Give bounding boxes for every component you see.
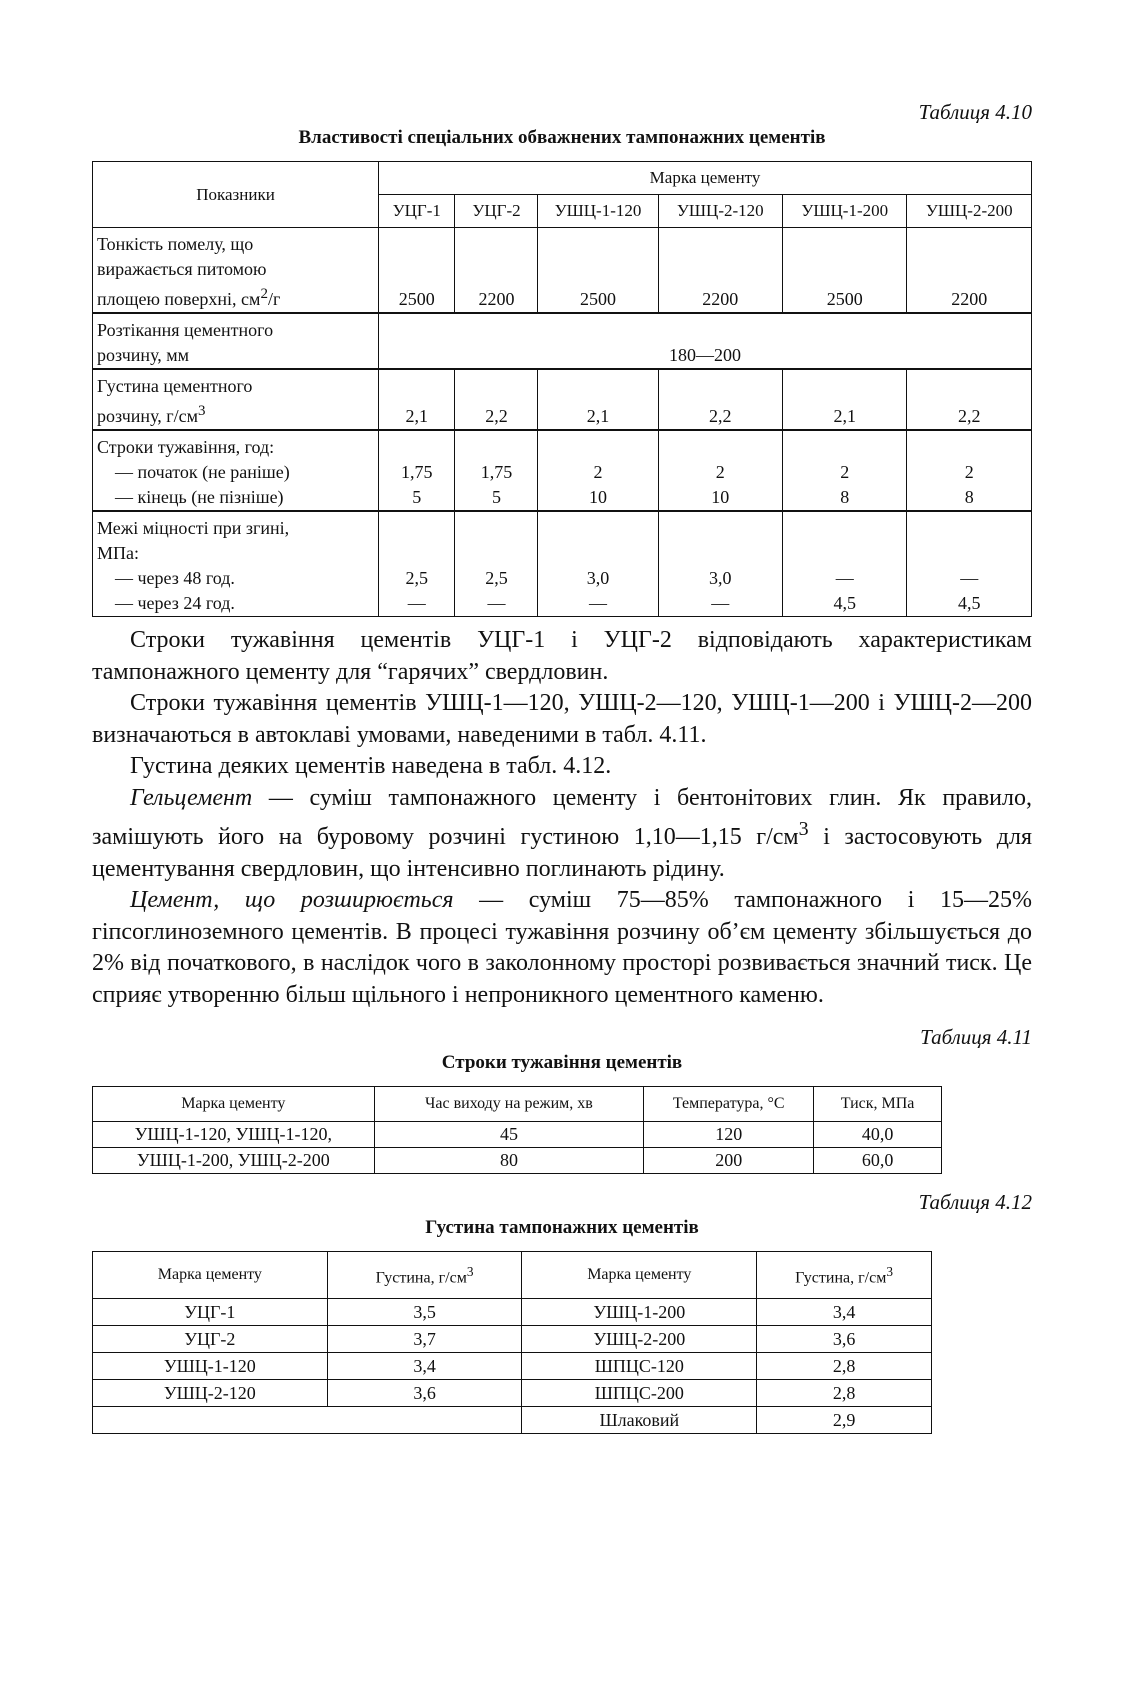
cell-value: УЦГ-2 bbox=[93, 1326, 328, 1353]
cell-value: 3,0 — bbox=[538, 511, 658, 617]
book-page bbox=[92, 100, 1032, 1434]
cell-value: 2,1 bbox=[783, 369, 907, 430]
cell-value: 2200 bbox=[658, 228, 782, 314]
cell-value: 3,6 bbox=[327, 1380, 522, 1407]
row-spread bbox=[93, 313, 1032, 369]
cell-value: 180—200 bbox=[379, 313, 1032, 369]
table-row bbox=[93, 1353, 932, 1380]
cell-value: 1,75 5 bbox=[379, 430, 455, 511]
cell-value: 60,0 bbox=[814, 1148, 942, 1174]
cell-value: 2,5 — bbox=[379, 511, 455, 617]
row-strength bbox=[93, 511, 1032, 617]
empty-cell bbox=[93, 1407, 522, 1434]
cell-value: 3,4 bbox=[757, 1299, 932, 1326]
brand-header: УШЦ-2-200 bbox=[907, 195, 1032, 228]
column-header: Марка цементу bbox=[93, 1252, 328, 1299]
table-4-10 bbox=[92, 161, 1032, 617]
paragraph: Строки тужавіння цементів УШЦ-1—120, УШЦ-2—120, УШЦ-1—200 і УШЦ-2—200 визначаються в автоклаві умовами, наведеними в табл. 4.11. bbox=[92, 690, 1032, 748]
cell-value: 2 10 bbox=[658, 430, 782, 511]
cell-value: 2,2 bbox=[455, 369, 538, 430]
header-parameter: Показники bbox=[93, 162, 379, 228]
cell-value: 40,0 bbox=[814, 1122, 942, 1148]
row-label: Строки тужавіння, год: — початок (не раніше) — кінець (не пізніше) bbox=[93, 430, 379, 511]
cell-value: 200 bbox=[644, 1148, 814, 1174]
cell-value: 2,2 bbox=[907, 369, 1032, 430]
table-4-10-title: Властивості спеціальних обважнених тампонажних цементів bbox=[298, 127, 826, 148]
cell-value: 80 bbox=[374, 1148, 644, 1174]
cell-value: УЦГ-1 bbox=[93, 1299, 328, 1326]
column-header: Час виходу на режим, хв bbox=[374, 1087, 644, 1122]
cell-value: 3,5 bbox=[327, 1299, 522, 1326]
cell-value: 2,8 bbox=[757, 1380, 932, 1407]
table-4-10-caption: Таблиця 4.10 bbox=[918, 100, 1032, 124]
table-4-12-caption: Таблиця 4.12 bbox=[918, 1190, 1032, 1214]
cell-value: 2 8 bbox=[783, 430, 907, 511]
cell-value: 3,6 bbox=[757, 1326, 932, 1353]
row-setting-time bbox=[93, 430, 1032, 511]
cell-value: УШЦ-2-120 bbox=[93, 1380, 328, 1407]
table-row bbox=[93, 1407, 932, 1434]
column-header: Температура, °С bbox=[644, 1087, 814, 1122]
paragraph: Цемент, що розширюється — суміш 75—85% тампонажного і 15—25% гіпсоглиноземного цементів. В процесі тужавіння розчину об’єм цементу збільшується до 2% від початкового, в наслідок чого в заколонному просторі розвивається значний тиск. Це сприяє утворенню більш щільного і непроникного цементного каменю. bbox=[92, 887, 1032, 1008]
cell-value: 2500 bbox=[783, 228, 907, 314]
cell-value: — 4,5 bbox=[907, 511, 1032, 617]
brand-header: УЦГ-2 bbox=[455, 195, 538, 228]
row-label: Тонкість помелу, що виражається питомою площею поверхні, $см^2/г$ bbox=[93, 228, 379, 314]
column-header: Марка цементу bbox=[93, 1087, 375, 1122]
column-header: Марка цементу bbox=[522, 1252, 757, 1299]
table-row bbox=[93, 1299, 932, 1326]
cell-value: 3,0 — bbox=[658, 511, 782, 617]
table-4-11-block bbox=[92, 1025, 1032, 1174]
cell-value: — 4,5 bbox=[783, 511, 907, 617]
cell-value: 3,4 bbox=[327, 1353, 522, 1380]
cell-value: 2500 bbox=[379, 228, 455, 314]
cell-value: 2,2 bbox=[658, 369, 782, 430]
cell-value: Шлаковий bbox=[522, 1407, 757, 1434]
cell-value: 2,9 bbox=[757, 1407, 932, 1434]
cell-value: 2,5 — bbox=[455, 511, 538, 617]
cell-value: ШПЦС-200 bbox=[522, 1380, 757, 1407]
cell-value: 1,75 5 bbox=[455, 430, 538, 511]
table-4-12 bbox=[92, 1251, 932, 1434]
table-4-11 bbox=[92, 1086, 942, 1174]
table-4-12-title: Густина тампонажних цементів bbox=[425, 1217, 699, 1238]
cell-value: 2200 bbox=[907, 228, 1032, 314]
row-density bbox=[93, 369, 1032, 430]
paragraph: Строки тужавіння цементів УЦГ-1 і УЦГ-2 відповідають характеристикам тампонажного цементу для “гарячих” свердловин. bbox=[92, 627, 1032, 685]
table-4-11-caption: Таблиця 4.11 bbox=[920, 1025, 1032, 1049]
row-label: Розтікання цементного розчину, мм bbox=[93, 313, 379, 369]
body-text bbox=[92, 625, 1032, 1011]
header-brand-group: Марка цементу bbox=[379, 162, 1032, 195]
cell-value: 2200 bbox=[455, 228, 538, 314]
cell-value: УШЦ-1-200, УШЦ-2-200 bbox=[93, 1148, 375, 1174]
row-fineness bbox=[93, 228, 1032, 314]
brand-header: УЦГ-1 bbox=[379, 195, 455, 228]
paragraph: Гельцемент — суміш тампонажного цементу і бентонітових глин. Як правило, замішують його на буровому розчині густиною 1,10—1,15 $г/см^3$ і застосовують для цементування свердловин, що інтенсивно поглинають рідину. bbox=[92, 784, 1032, 882]
cell-value: УШЦ-1-120 bbox=[93, 1353, 328, 1380]
cell-value: 2,8 bbox=[757, 1353, 932, 1380]
cell-value: 2,1 bbox=[538, 369, 658, 430]
table-row bbox=[93, 1380, 932, 1407]
brand-header: УШЦ-2-120 bbox=[658, 195, 782, 228]
table-row bbox=[93, 1326, 932, 1353]
brand-header: УШЦ-1-120 bbox=[538, 195, 658, 228]
cell-value: 45 bbox=[374, 1122, 644, 1148]
table-4-11-title: Строки тужавіння цементів bbox=[441, 1052, 683, 1073]
table-row bbox=[93, 1148, 942, 1174]
cell-value: 2 8 bbox=[907, 430, 1032, 511]
row-label: Межі міцності при згині, МПа: — через 48 год. — через 24 год. bbox=[93, 511, 379, 617]
column-header: Густина, $г/см^3$ bbox=[757, 1252, 932, 1299]
row-label: Густина цементного розчину, $г/см^3$ bbox=[93, 369, 379, 430]
table-4-12-block bbox=[92, 1190, 1032, 1434]
cell-value: 2,1 bbox=[379, 369, 455, 430]
column-header: Тиск, МПа bbox=[814, 1087, 942, 1122]
cell-value: УШЦ-1-200 bbox=[522, 1299, 757, 1326]
cell-value: 2 10 bbox=[538, 430, 658, 511]
cell-value: 2500 bbox=[538, 228, 658, 314]
column-header: Густина, $г/см^3$ bbox=[327, 1252, 522, 1299]
paragraph: Густина деяких цементів наведена в табл. 4.12. bbox=[130, 753, 612, 779]
brand-header: УШЦ-1-200 bbox=[783, 195, 907, 228]
cell-value: 120 bbox=[644, 1122, 814, 1148]
cell-value: ШПЦС-120 bbox=[522, 1353, 757, 1380]
cell-value: УШЦ-1-120, УШЦ-1-120, bbox=[93, 1122, 375, 1148]
cell-value: УШЦ-2-200 bbox=[522, 1326, 757, 1353]
cell-value: 3,7 bbox=[327, 1326, 522, 1353]
table-row bbox=[93, 1122, 942, 1148]
